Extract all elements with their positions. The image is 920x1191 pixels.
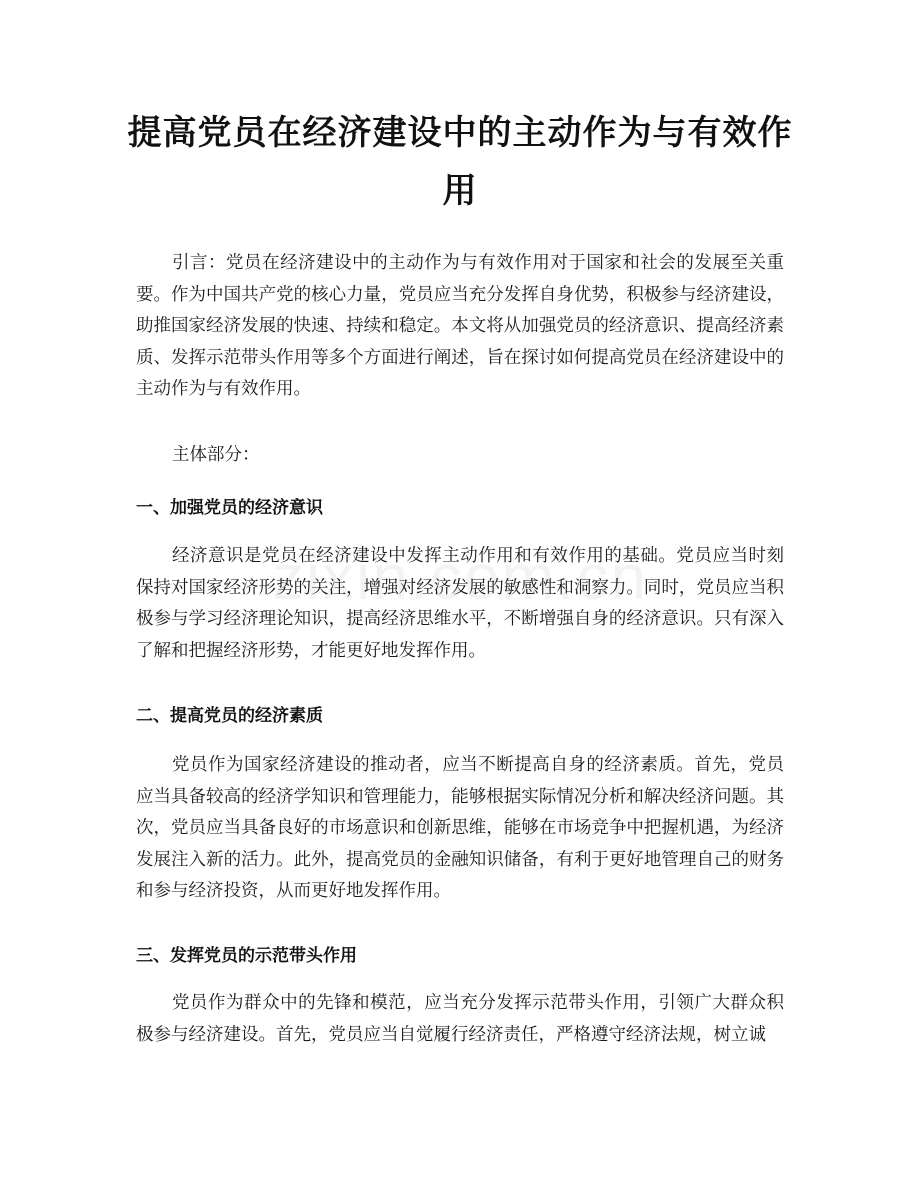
body-label: 主体部分： <box>172 445 260 465</box>
document-title: 提高党员在经济建设中的主动作为与有效作用 <box>127 113 793 211</box>
section-paragraph-1: 经济意识是党员在经济建设中发挥主动作用和有效作用的基础。党员应当时刻保持对国家经济形势的关注，增强对经济发展的敏感性和洞察力。同时，党员应当积极参与学习经济理论知识，提高经济思维水平，不断增强自身的经济意识。只有深入了解和把握经济形势，才能更好地发挥作用。 <box>136 546 784 661</box>
section-paragraph-3: 党员作为群众中的先锋和模范，应当充分发挥示范带头作用，引领广大群众积极参与经济建设。首先，党员应当自觉履行经济责任，严格遵守经济法规，树立诚 <box>136 993 784 1045</box>
section-heading-3: 三、发挥党员的示范带头作用 <box>136 946 357 966</box>
intro-paragraph: 引言：党员在经济建设中的主动作为与有效作用对于国家和社会的发展至关重要。作为中国共产党的核心力量，党员应当充分发挥自身优势，积极参与经济建设，助推国家经济发展的快速、持续和稳定。本文将从加强党员的经济意识、提高经济素质、发挥示范带头作用等多个方面进行阐述，旨在探讨如何提高党员在经济建设中的主动作为与有效作用。 <box>136 253 784 399</box>
section-heading-2: 二、提高党员的经济素质 <box>136 706 323 726</box>
section-heading-1: 一、加强党员的经济意识 <box>136 498 323 518</box>
section-paragraph-2: 党员作为国家经济建设的推动者，应当不断提高自身的经济素质。首先，党员应当具备较高的经济学知识和管理能力，能够根据实际情况分析和解决经济问题。其次，党员应当具备良好的市场意识和创新思维，能够在市场竞争中把握机遇，为经济发展注入新的活力。此外，提高党员的金融知识储备，有利于更好地管理自己的财务和参与经济投资，从而更好地发挥作用。 <box>136 755 784 901</box>
